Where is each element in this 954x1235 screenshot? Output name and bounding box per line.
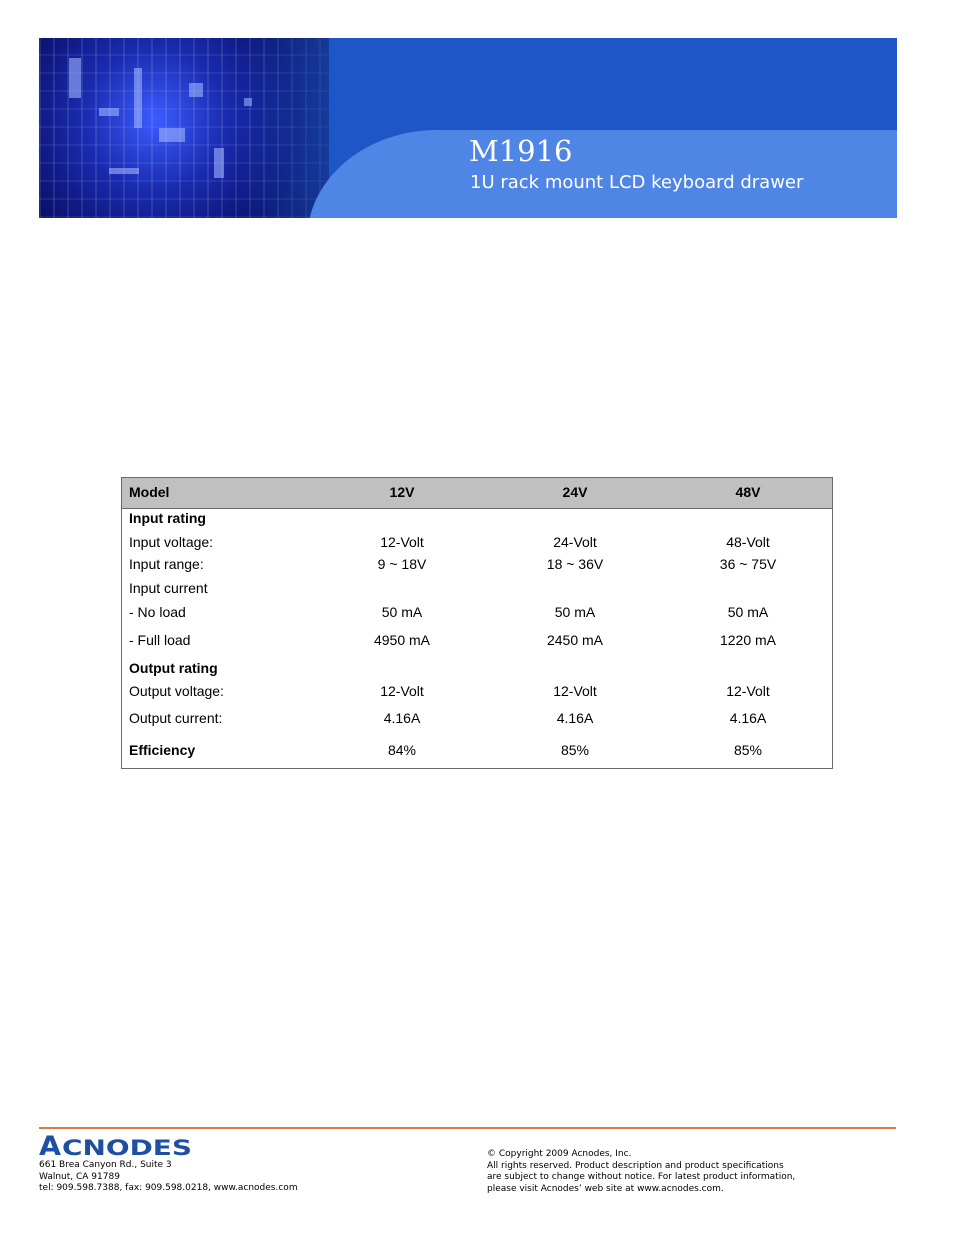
address-line: 661 Brea Canyon Rd., Suite 3	[39, 1160, 172, 1170]
page-subtitle: 1U rack mount LCD keyboard drawer	[470, 172, 804, 193]
footer-address	[39, 1160, 298, 1195]
cell-value: 50 mA	[381, 604, 423, 620]
cell-value: 85%	[733, 742, 763, 758]
cell-value: 4.16A	[729, 710, 767, 726]
column-header-48v: 48V	[735, 484, 761, 500]
cell-value: 9 ~ 18V	[377, 556, 427, 572]
row-label: - No load	[129, 604, 186, 620]
footer-divider	[39, 1127, 896, 1129]
column-header-model: Model	[129, 484, 170, 500]
row-label: Input range:	[129, 556, 204, 572]
column-header-12v: 12V	[389, 484, 415, 500]
cell-value: 12-Volt	[553, 683, 597, 699]
cell-value: 12-Volt	[380, 683, 424, 699]
cell-value: 2450 mA	[546, 632, 604, 648]
acnodes-logo	[39, 1133, 199, 1159]
copyright-line: please visit Acnodes’ web site at www.acnodes.com.	[487, 1183, 724, 1194]
cell-value: 84%	[387, 742, 417, 758]
cell-value: 4950 mA	[373, 632, 431, 648]
page-title: M1916	[469, 134, 573, 168]
cell-value: 18 ~ 36V	[546, 556, 604, 572]
svg-text:A: A	[39, 1133, 62, 1159]
cell-value: 4.16A	[383, 710, 421, 726]
cell-value: 1220 mA	[719, 632, 777, 648]
power-spec-table	[121, 477, 833, 769]
footer-copyright	[487, 1149, 849, 1195]
cell-value: 50 mA	[554, 604, 596, 620]
table-header-row	[122, 478, 832, 509]
cell-value: 85%	[560, 742, 590, 758]
address-line: tel: 909.598.7388, fax: 909.598.0218, www.acnodes.com	[39, 1183, 298, 1193]
cell-value: 36 ~ 75V	[719, 556, 777, 572]
cell-value: 50 mA	[727, 604, 769, 620]
row-label: Input current	[129, 580, 208, 596]
cell-value: 12-Volt	[726, 683, 770, 699]
row-label: Efficiency	[129, 742, 196, 758]
cell-value: 4.16A	[556, 710, 594, 726]
row-label: Output current:	[129, 710, 223, 726]
row-label: - Full load	[129, 632, 191, 648]
cell-value: 48-Volt	[726, 534, 770, 550]
cell-value: 24-Volt	[553, 534, 597, 550]
copyright-line: All rights reserved. Product description and product specifications	[487, 1160, 784, 1171]
row-label: Output rating	[129, 660, 218, 676]
column-header-24v: 24V	[562, 484, 588, 500]
svg-text:CNODES: CNODES	[62, 1136, 192, 1159]
row-label: Input voltage:	[129, 534, 214, 550]
cell-value: 12-Volt	[380, 534, 424, 550]
copyright-line: © Copyright 2009 Acnodes, Inc.	[487, 1149, 632, 1159]
row-label: Input rating	[129, 510, 206, 526]
address-line: Walnut, CA 91789	[39, 1171, 120, 1182]
row-label: Output voltage:	[129, 683, 224, 699]
copyright-line: are subject to change without notice. For latest product information,	[487, 1172, 796, 1182]
